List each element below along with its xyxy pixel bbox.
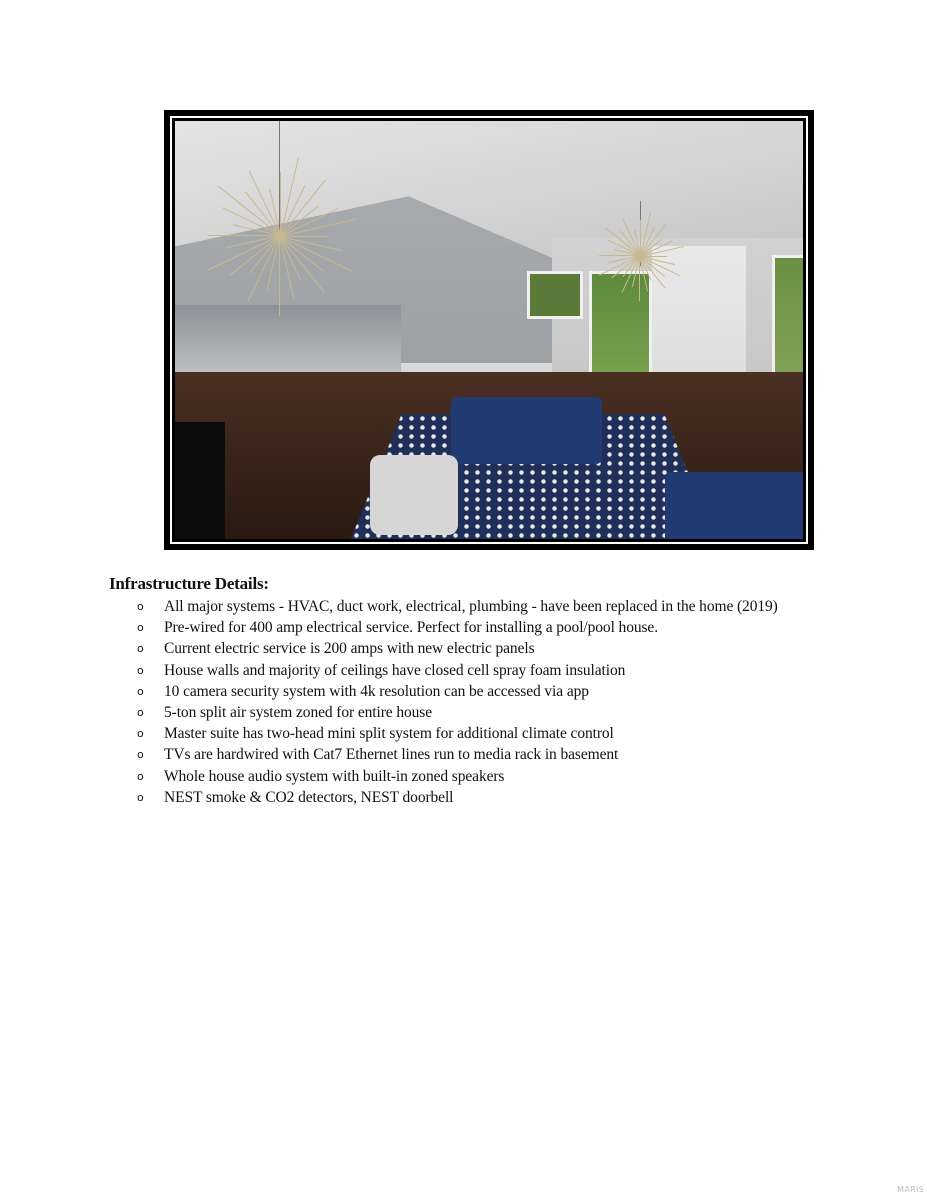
infrastructure-list xyxy=(109,596,829,808)
watermark: MARIS xyxy=(897,1185,924,1194)
infrastructure-section xyxy=(109,573,829,808)
list-item: o Pre-wired for 400 amp electrical service. Perfect for installing a pool/pool house. xyxy=(109,617,829,638)
bullet-icon: o xyxy=(137,727,144,741)
white-armchair xyxy=(370,455,458,534)
bullet-icon: o xyxy=(137,706,144,720)
list-item: o Current electric service is 200 amps with new electric panels xyxy=(109,638,829,659)
list-item: o 10 camera security system with 4k resolution can be accessed via app xyxy=(109,681,829,702)
list-item: o NEST smoke & CO2 detectors, NEST doorbell xyxy=(109,787,829,808)
list-item: o Whole house audio system with built-in zoned speakers xyxy=(109,766,829,787)
bullet-icon: o xyxy=(137,663,144,677)
bullet-icon: o xyxy=(137,748,144,762)
list-item: o House walls and majority of ceilings have closed cell spray foam insulation xyxy=(109,660,829,681)
navy-sectional xyxy=(665,472,803,539)
room-photo xyxy=(175,121,803,539)
bullet-icon: o xyxy=(137,790,144,804)
photo-frame-inner-border xyxy=(170,116,808,544)
chandelier-icon xyxy=(590,216,690,296)
photo-frame xyxy=(164,110,814,550)
bullet-icon: o xyxy=(137,684,144,698)
bullet-icon: o xyxy=(137,769,144,783)
piano xyxy=(175,422,225,539)
section-heading: Infrastructure Details: xyxy=(109,574,269,593)
chandelier-icon xyxy=(195,171,365,301)
list-item: o TVs are hardwired with Cat7 Ethernet lines run to media rack in basement xyxy=(109,744,829,765)
navy-sofa xyxy=(451,397,602,464)
list-item: o Master suite has two-head mini split system for additional climate control xyxy=(109,723,829,744)
bullet-icon: o xyxy=(137,621,144,635)
window xyxy=(527,271,583,319)
bullet-icon: o xyxy=(137,600,144,613)
list-item: o All major systems - HVAC, duct work, electrical, plumbing - have been replaced in the home (2019) xyxy=(109,596,829,617)
list-item: o 5-ton split air system zoned for entire house xyxy=(109,702,829,723)
bullet-icon: o xyxy=(137,642,144,656)
